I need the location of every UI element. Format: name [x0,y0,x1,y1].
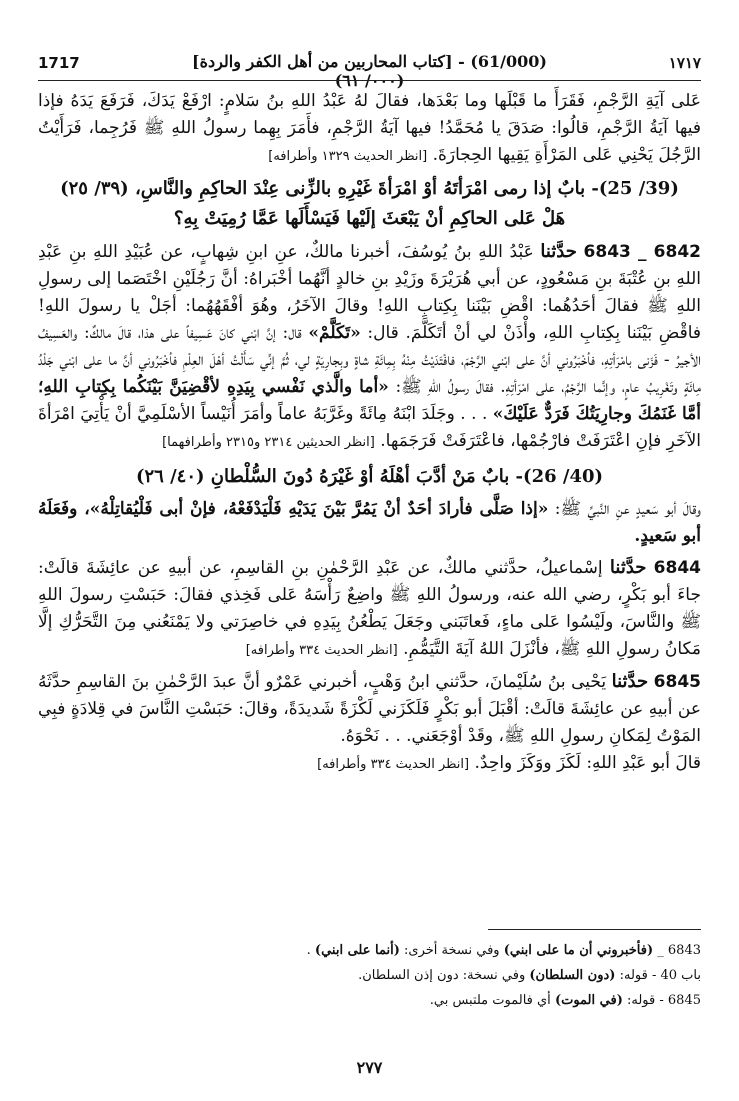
hadith-6845-number: 6845 [653,672,701,692]
hadith-6844-text: إسْماعيلُ، حدَّثني مالكٌ، عن عَبْدِ الرَّحْمٰنِ بنِ القاسِمِ، عن أبيهِ عن عائِشَةَ قالَتْ: جاءَ أبو بَكْرٍ، رضي الله عنه، ورسولُ اللهِ ﷺ واضِعٌ رَأْسَهُ عَلى فَخِذي فقالَ: حَبَسْتِ رسولَ اللهِ ﷺ والنَّاسَ، ولَيْسُوا عَلى ماءٍ، فَعاتَبَني وجَعَلَ يَطْعُنُ بِيَدِهِ في خاصِرَتي ولا يَمْنَعُني مِنَ التَّحَرُّكِ إلَّا مَكانُ رسولِ اللهِ ﷺ، فأنْزَلَ اللهُ آيَةَ التَّيَمُّمِ. [38,558,701,659]
footnote-rule [488,929,701,930]
hadith-6845-text: يَحْيى بنُ سُلَيْمانَ، حدَّثني ابنُ وَهْبٍ، أخبرني عَمْرٌو أنَّ عبدَ الرَّحْمٰنِ بنَ القاسِمِ حدَّثَهُ عن أبيهِ عن عائِشَةَ قالَتْ: أقْبَلَ أبو بَكْرٍ فَلَكَزَني لَكْزَةً شَديدَةً، وقالَ: حَبَسْتِ النَّاسَ في قِلادَةٍ فبِي المَوْتُ لِمَكانِ رسولِ اللهِ ﷺ، وقَدْ أوْجَعَني. . . نَحْوَهُ. [38,672,701,746]
footnote-1-end: . [306,943,311,958]
hadith-6844 [38,554,701,664]
hadith-6843-quote-1: «تَكَلَّمْ» [308,323,361,343]
hadith-6843 [38,238,701,456]
hadith-6843-text-1: عَبْدُ اللهِ بنُ يُوسُفَ، أخبرنا مالكٌ، عنِ ابنِ شِهابٍ، عن عُبَيْدِ اللهِ بنِ عَبْدِ اللهِ بنِ عُتْبَةَ بنِ مَسْعُودٍ، عن أبي هُرَيْرَةَ وزَيْدِ بنِ خالدٍ أنَّهُما أخْبَراهُ: أنَّ رَجُلَيْنِ اخْتَصَما إلى رسولِ اللهِ ﷺ فقالَ أحَدُهُما: اقْضِ بَيْنَنا بِكِتابِ اللهِ! وقالَ الآخَرُ، وهُوَ أفْقَهُهُما: أجَلْ يا رسولَ اللهِ! فاقْضِ بَيْنَنا بِكِتابِ اللهِ، وأْذَنْ لي أنْ أتَكَلَّمَ. قال: [38,242,701,343]
page-number-latin: 1717 [38,54,80,72]
footnote-2-text: وفي نسخة: دون إذن السلطان. [358,968,526,983]
main-text [38,88,701,778]
hadith-6843-text-3: . . . وجَلَدَ ابْنَهُ مِائَةً وغَرَّبَهُ عاماً وأمَرَ أُنَيْساً الأسْلَمِيَّ أنْ يَأْتِيَ امْرَأةَ الآخَرِ فإنِ اعْتَرَفَتْ فارْجُمْها، فاعْتَرَفَتْ فَرَجَمَها. [38,404,701,451]
footnote-1 [38,938,701,963]
footnote-3-text: أي فالموت ملتبس بي. [429,993,551,1008]
footnote-3-label: 6845 - قوله: [627,993,701,1008]
footnote-1-bold-2: (أنما على ابني) [314,943,400,958]
hadith-6843-reference: [انظر الحديثين ٢٣١٤ و٢٣١٥ وأطرافهما] [162,435,375,450]
intro-text: عَلى آيَةِ الرَّجْمِ، فَقَرَأَ ما قَبْلَها وما بَعْدَها، فقالَ لهُ عَبْدُ اللهِ بنُ سَلامٍ: ارْفَعْ يَدَكَ، فَرَفَعَ يَدَهُ فإذا فيها آيَةُ الرَّجْمِ، قالُوا: صَدَقَ يا مُحَمَّدُ! فيها آيَةُ الرَّجْمِ، فأَمَرَ بِهِما رسولُ اللهِ ﷺ فَرُجِما، فَرَأَيْتُ الرَّجُلَ يَحْنِي عَلى المَرْأَةِ يَقِيها الحِجارَةَ. [38,91,701,165]
footnote-1-label: 6843 _ [657,943,701,958]
hadith-6845-closing: قالَ أبو عَبْدِ اللهِ: لَكَزَ ووَكَزَ واحِدٌ. [474,753,701,773]
hadith-6845-reference: [انظر الحديث ٣٣٤ وأطرافه] [317,757,470,772]
footnote-1-bold: (فأخبروني أن ما على ابني) [503,943,654,958]
hadith-6844-number: 6844 [653,558,701,578]
intro-paragraph [38,88,701,170]
chapter-39-subtitle: هَلْ عَلى الحاكِمِ أنْ يَبْعَثَ إلَيْها فَيَسْأَلَها عَمَّا رُمِيَتْ بِهِ؟ [173,208,566,229]
hadith-6845-haddathana: حدَّثنا [611,671,649,692]
footnote-2-label: باب 40 - قوله: [619,968,701,983]
hadith-6844-haddathana: حدَّثنا [609,557,647,578]
intro-reference: [انظر الحديث ١٣٢٩ وأطرافه] [268,149,428,164]
chapter-40-title: (40/ 26)- بابٌ مَنْ أدَّبَ أهْلَهُ أوْ غَيْرَهُ دُونَ السُّلْطانِ (٤٠/ ٢٦) [135,466,604,487]
folio-number: ٢٧٧ [356,1058,383,1077]
footnote-3 [38,988,701,1013]
hadith-6844-reference: [انظر الحديث ٣٣٤ وأطرافه] [245,643,398,658]
chapter-40-quote: «إذا صَلَّى فأرادَ أحَدٌ أنْ يَمُرَّ بَيْنَ يَدَيْهِ فَلْيَدْفَعْهُ، فإنْ أبى فَلْيُقاتِلْهُ»، وفَعَلَهُ أبو سَعيدٍ. [38,499,701,546]
header-rule [38,80,701,81]
hadith-6843-number: 6842 _ 6843 [583,242,701,262]
footnote-1-text: وفي نسخة أخرى: [404,943,500,958]
footnote-2-bold: (دون السلطان) [529,968,616,983]
chapter-39-title: (39/ 25)- بابٌ إذا رمى امْرَأتَهُ أوْ امْرَأةَ غَيْرِهِ بالزِّنى عِنْدَ الحاكِمِ والنَّاسِ، (٣٩/ ٢٥) [60,178,679,199]
hadith-6845-closing-line [38,750,701,778]
hadith-6845 [38,668,701,750]
page-number-arabic: ١٧١٧ [668,54,701,72]
hadith-6843-haddathana: حدَّثنا [540,241,577,262]
hadith-6843-quote-2: «أما والَّذي نَفْسي بِيَدِهِ لأقْضِيَنَّ بَيْنَكُما بِكِتابِ اللهِ؛ أمَّا غَنَمُكَ وجارِيَتُكَ فَرَدٌّ عَلَيْكَ» [38,377,701,424]
footnote-2 [38,963,701,988]
running-title: (61/000) - [كتاب المحاربين من أهل الكفر والردة] (٠٠٠/ ٦١) [192,52,547,90]
hadith-6843-text-2: قال: إنَّ ابْني كانَ عَسِيفاً على هذا، قالَ مالكٌ: والعَسِيفُ الأجيرُ - فَزَنى بامْرَأتِهِ، فأخْبَرُوني أنَّ على ابْني الرَّجْمَ، فافْتَدَيْتُ مِنْهُ بِمِائَةِ شاةٍ وبِجارِيَةٍ لي، ثُمَّ إنِّي سَأَلْتُ أهْلَ العِلْمِ فأخْبَرُوني أنَّ ما على ابْني جَلْدُ مِائَةٍ وتَغْرِيبُ عامٍ، وإنَّما الرَّجْمُ، على امْرَأتِهِ. فقالَ رسولُ اللهِ ﷺ: [38,323,701,397]
running-header [38,50,701,90]
chapter-40-narration: وقالَ أبو سَعيدٍ عنِ النَّبيِّ ﷺ: [554,499,701,519]
footnotes [38,938,701,1013]
chapter-40-text [38,496,701,550]
footnote-3-bold: (في الموت) [554,993,623,1008]
